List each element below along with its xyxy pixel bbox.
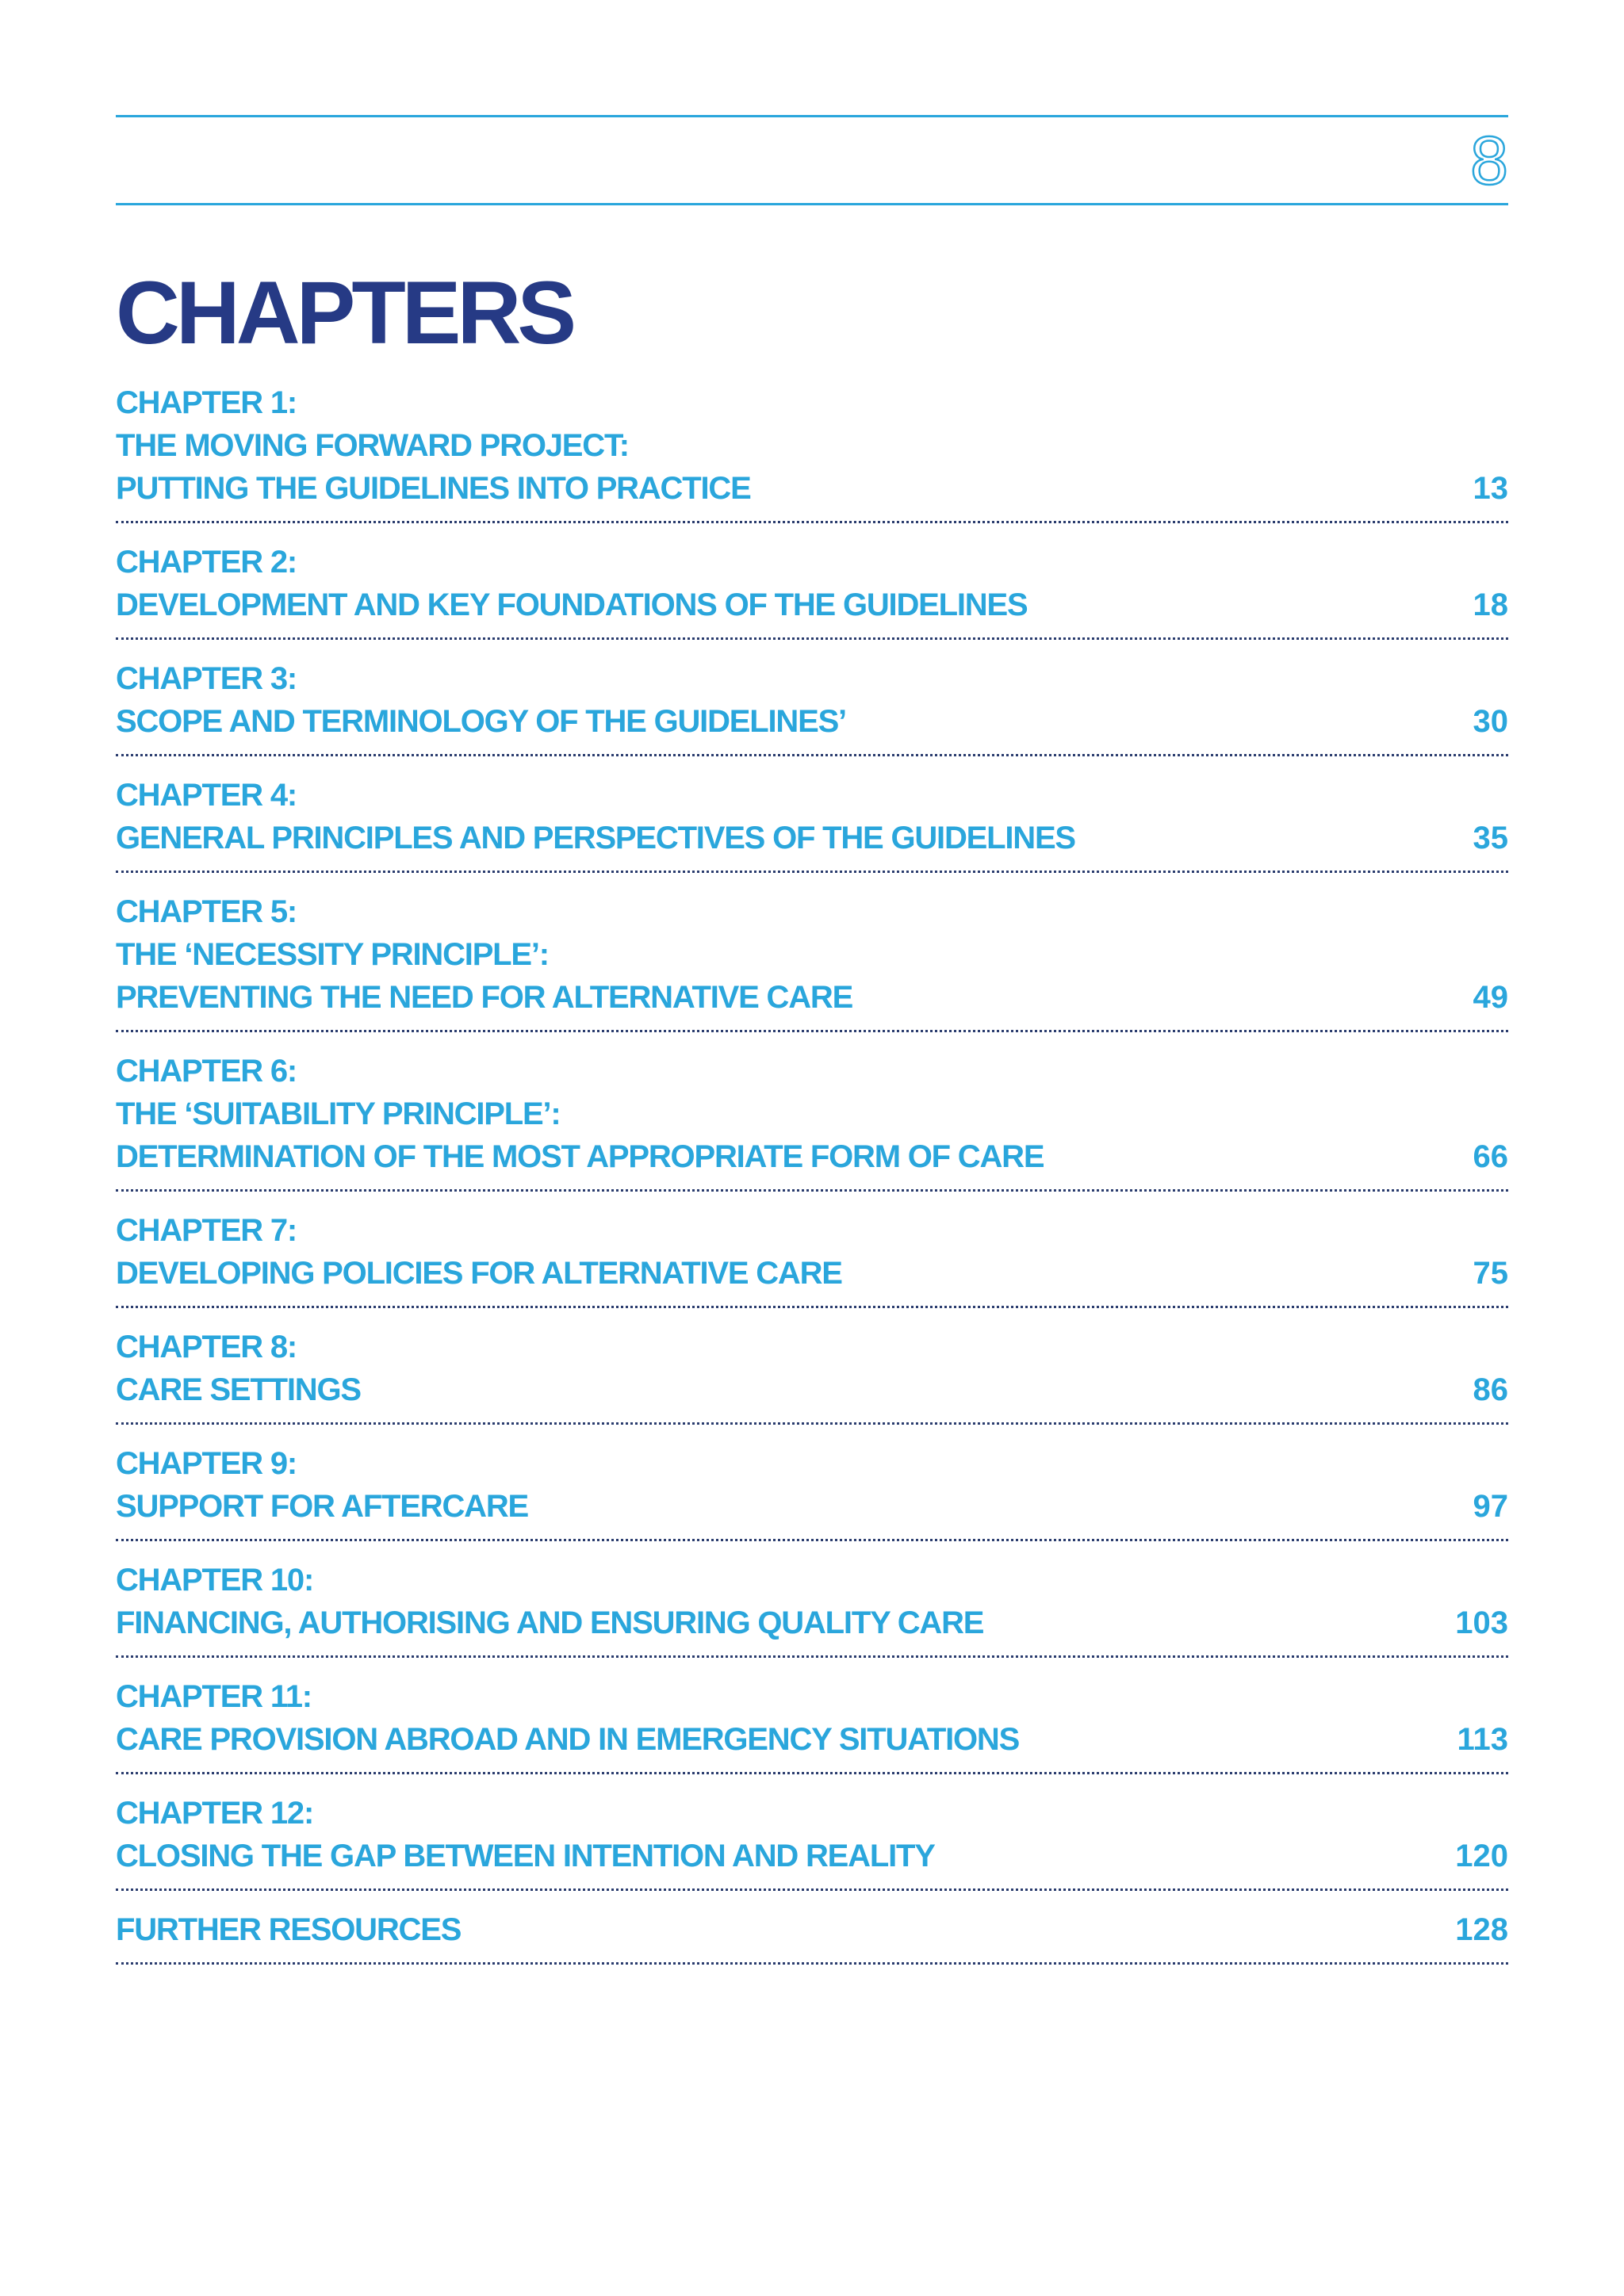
toc-entry-title-line: CARE PROVISION ABROAD AND IN EMERGENCY SITUATIONS xyxy=(116,1722,1020,1757)
toc-page-number: 75 xyxy=(1473,1256,1508,1291)
toc-entry[interactable] xyxy=(116,767,1508,873)
toc-entry-title-line: SCOPE AND TERMINOLOGY OF THE GUIDELINES’ xyxy=(116,704,846,739)
toc-entry-title-line: THE ‘NECESSITY PRINCIPLE’: xyxy=(116,937,549,972)
toc-page-number: 120 xyxy=(1455,1839,1508,1873)
toc-page-number: 18 xyxy=(1473,587,1508,622)
toc-chapter-label: CHAPTER 1: xyxy=(116,385,297,420)
toc-entry-title-line: PUTTING THE GUIDELINES INTO PRACTICE xyxy=(116,471,751,506)
toc-entry-title-line: CARE SETTINGS xyxy=(116,1372,361,1407)
toc-chapter-label: CHAPTER 10: xyxy=(116,1563,314,1598)
toc-entry-title-line: THE ‘SUITABILITY PRINCIPLE’: xyxy=(116,1096,561,1131)
toc-entry-title-line: THE MOVING FORWARD PROJECT: xyxy=(116,428,629,463)
toc-chapter-label: CHAPTER 6: xyxy=(116,1054,297,1089)
toc-entry[interactable] xyxy=(116,651,1508,756)
toc-page-number: 35 xyxy=(1473,821,1508,855)
toc-page-number: 49 xyxy=(1473,980,1508,1015)
toc-chapter-label: CHAPTER 3: xyxy=(116,661,297,696)
toc-entry[interactable] xyxy=(116,1785,1508,1891)
toc-page-number: 113 xyxy=(1457,1722,1508,1757)
toc-page-number: 30 xyxy=(1473,704,1508,739)
toc-chapter-label: CHAPTER 12: xyxy=(116,1796,314,1831)
toc-entry[interactable] xyxy=(116,1669,1508,1774)
toc-entry-title-line: FURTHER RESOURCES xyxy=(116,1912,462,1947)
toc-chapter-label: CHAPTER 11: xyxy=(116,1679,312,1714)
toc-page-number: 103 xyxy=(1455,1605,1508,1640)
header-rule-bottom xyxy=(116,203,1508,205)
header-rule-top xyxy=(116,115,1508,117)
toc-entry-title-line: PREVENTING THE NEED FOR ALTERNATIVE CARE xyxy=(116,980,853,1015)
toc-entry-title-line: GENERAL PRINCIPLES AND PERSPECTIVES OF THE GUIDELINES xyxy=(116,821,1075,855)
toc-chapter-label: CHAPTER 4: xyxy=(116,778,297,813)
toc-entry[interactable] xyxy=(116,884,1508,1032)
toc-entry[interactable] xyxy=(116,1319,1508,1425)
table-of-contents xyxy=(116,375,1508,1976)
toc-entry-title-line: DEVELOPMENT AND KEY FOUNDATIONS OF THE GUIDELINES xyxy=(116,587,1028,622)
toc-page-number: 97 xyxy=(1473,1489,1508,1524)
toc-page-number: 66 xyxy=(1473,1139,1508,1174)
toc-page-number: 86 xyxy=(1473,1372,1508,1407)
toc-chapter-label: CHAPTER 8: xyxy=(116,1330,297,1364)
toc-page-number: 13 xyxy=(1473,471,1508,506)
toc-entry[interactable] xyxy=(116,1043,1508,1192)
toc-entry-title-line: SUPPORT FOR AFTERCARE xyxy=(116,1489,528,1524)
toc-entry[interactable] xyxy=(116,1436,1508,1541)
toc-chapter-label: CHAPTER 7: xyxy=(116,1213,297,1248)
toc-entry-title-line: CLOSING THE GAP BETWEEN INTENTION AND REALITY xyxy=(116,1839,935,1873)
toc-entry-title-line: DETERMINATION OF THE MOST APPROPRIATE FORM OF CARE xyxy=(116,1139,1044,1174)
toc-entry[interactable] xyxy=(116,534,1508,640)
toc-chapter-label: CHAPTER 9: xyxy=(116,1446,297,1481)
toc-entry[interactable] xyxy=(116,375,1508,523)
toc-page-number: 128 xyxy=(1455,1912,1508,1947)
page-number: 8 xyxy=(1470,123,1508,199)
toc-entry[interactable] xyxy=(116,1902,1508,1965)
toc-entry-title-line: FINANCING, AUTHORISING AND ENSURING QUALITY CARE xyxy=(116,1605,984,1640)
toc-chapter-label: CHAPTER 2: xyxy=(116,545,297,580)
toc-entry[interactable] xyxy=(116,1552,1508,1658)
toc-chapter-label: CHAPTER 5: xyxy=(116,894,297,929)
toc-entry-title-line: DEVELOPING POLICIES FOR ALTERNATIVE CARE xyxy=(116,1256,842,1291)
toc-entry[interactable] xyxy=(116,1203,1508,1308)
page-title: CHAPTERS xyxy=(116,263,573,362)
